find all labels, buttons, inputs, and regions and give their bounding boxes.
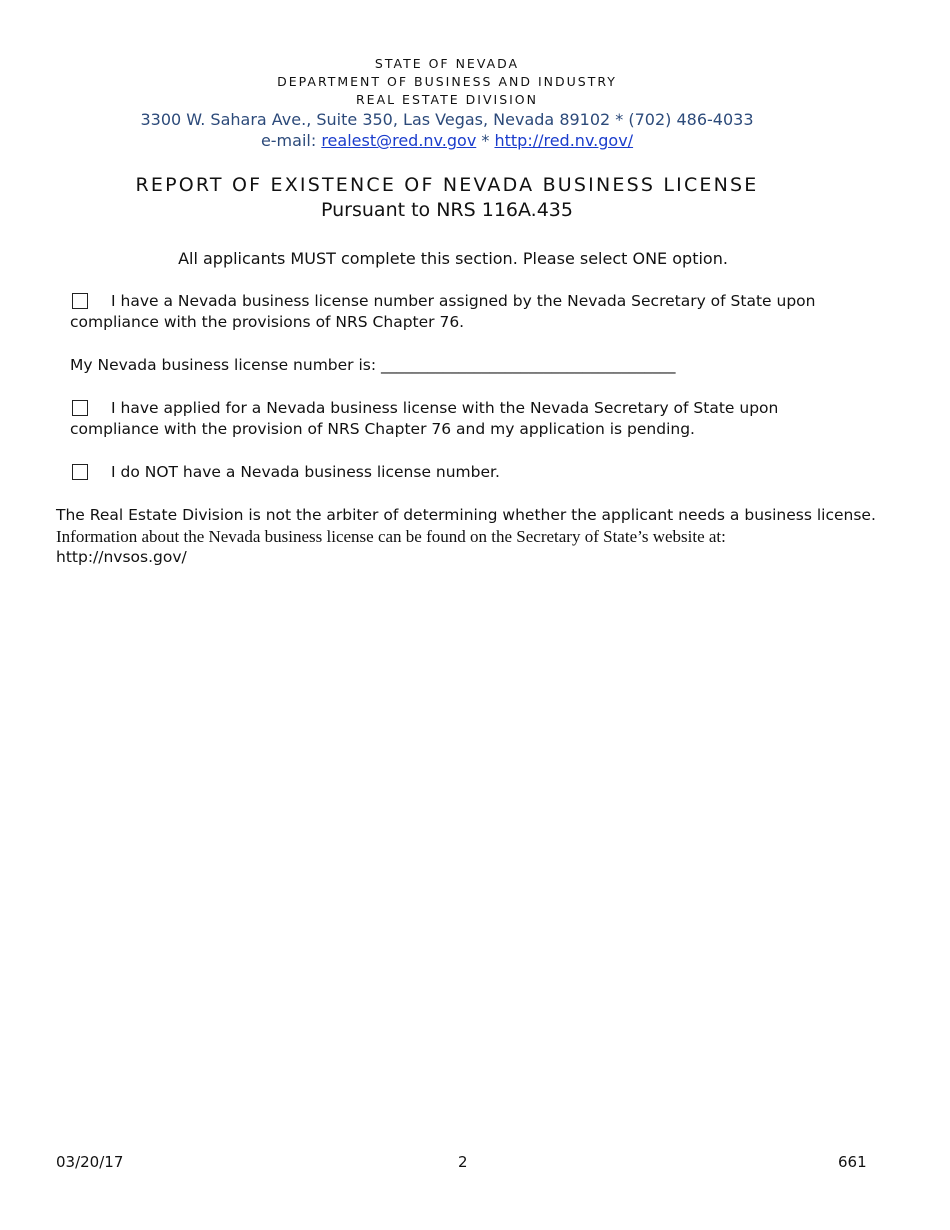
form-title: REPORT OF EXISTENCE OF NEVADA BUSINESS LICENSE: [135, 174, 759, 196]
division-note: [56, 505, 886, 568]
note-line-3: http://nvsos.gov/: [56, 548, 187, 566]
option-applied-line2: compliance with the provision of NRS Chapter 76 and my application is pending.: [70, 420, 695, 438]
department-name: DEPARTMENT OF BUSINESS AND INDUSTRY: [277, 74, 617, 89]
email-link[interactable]: realest@red.nv.gov: [321, 131, 477, 150]
contact-line: [0, 130, 894, 151]
footer-page-number: 2: [458, 1153, 468, 1171]
checkbox-has-license[interactable]: [72, 293, 88, 309]
note-line-2: Information about the Nevada business license can be found on the Secretary of State’s website at:: [56, 527, 726, 546]
email-label: e-mail:: [260, 131, 317, 150]
checkbox-applied[interactable]: [72, 400, 88, 416]
option-applied: [70, 398, 830, 440]
option-has-license-line1: I have a Nevada business license number assigned by the Nevada Secretary of State upon: [111, 292, 816, 310]
footer-form-number: 661: [838, 1153, 867, 1171]
option-has-license-line2: compliance with the provisions of NRS Chapter 76.: [70, 313, 465, 331]
license-number-label: My Nevada business license number is:: [70, 356, 377, 374]
footer-date: 03/20/17: [56, 1153, 124, 1171]
agency-address: 3300 W. Sahara Ave., Suite 350, Las Vegas, Nevada 89102 * (702) 486-4033: [140, 110, 754, 129]
letterhead: [0, 55, 894, 151]
option-no-license-line1: I do NOT have a Nevada business license number.: [111, 463, 500, 481]
note-line-1: The Real Estate Division is not the arbiter of determining whether the applicant needs a business license.: [56, 506, 876, 524]
website-link[interactable]: http://red.nv.gov/: [494, 131, 634, 150]
license-number-field[interactable]: ______________________________________: [381, 356, 676, 374]
license-number-row: [70, 355, 676, 376]
checkbox-no-license[interactable]: [72, 464, 88, 480]
option-applied-line1: I have applied for a Nevada business license with the Nevada Secretary of State upon: [111, 399, 779, 417]
contact-separator: *: [481, 131, 490, 150]
form-subtitle: Pursuant to NRS 116A.435: [321, 199, 573, 221]
state-name: STATE OF NEVADA: [374, 56, 520, 71]
option-no-license: [70, 462, 830, 483]
form-title-block: [0, 173, 894, 223]
division-name: REAL ESTATE DIVISION: [355, 92, 539, 107]
option-has-license: [70, 291, 830, 333]
instruction-text: All applicants MUST complete this section. Please select ONE option.: [178, 249, 728, 268]
